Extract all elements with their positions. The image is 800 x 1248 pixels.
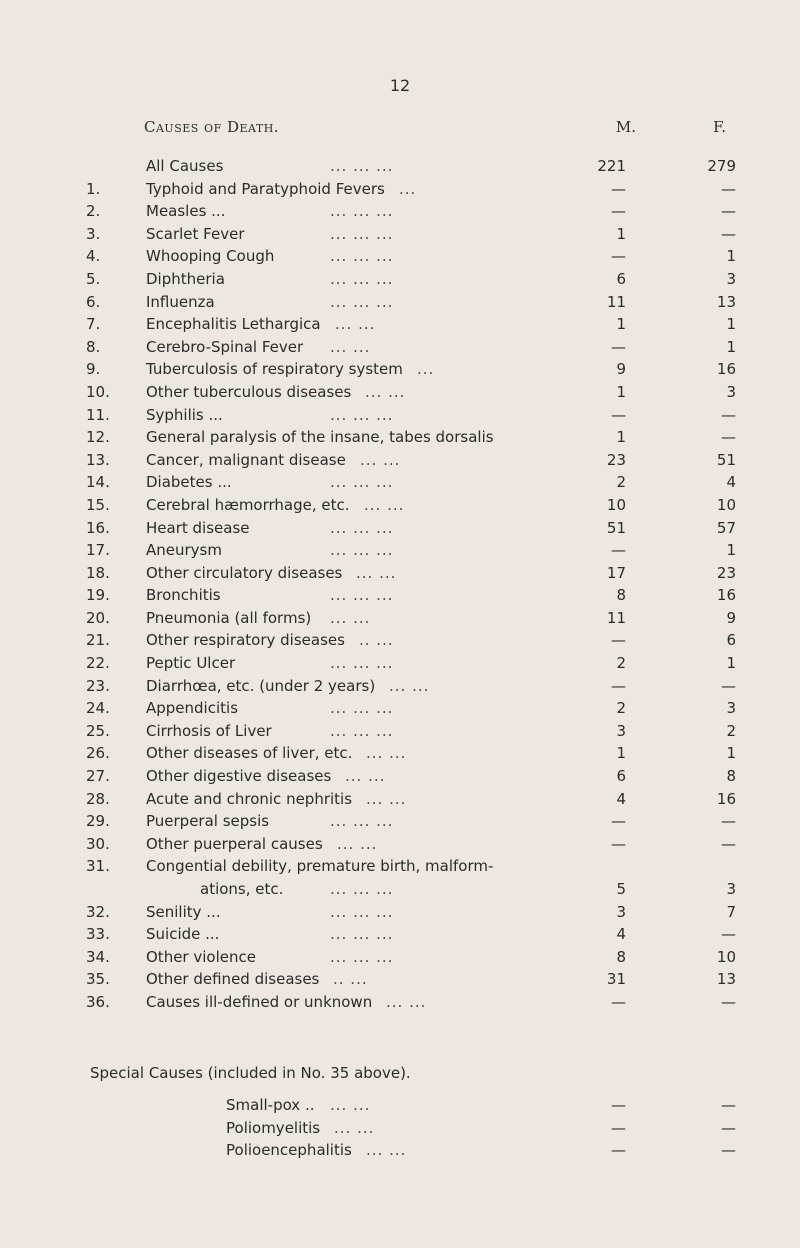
female-count: 2 [726, 721, 736, 740]
table-row [0, 383, 800, 406]
leader-dots: ... ... ... [330, 518, 394, 537]
row-number: 7. [86, 315, 101, 334]
leader-dots: ... ... ... [330, 541, 394, 560]
page-number: 12 [389, 76, 411, 95]
leader-dots: ... ... [386, 992, 427, 1011]
table-row [0, 451, 800, 474]
leader-dots: ... ... [330, 608, 371, 627]
cause-label: Other diseases of liver, etc. [146, 744, 353, 763]
row-number: 30. [86, 834, 110, 853]
cause-label: Cirrhosis of Liver [146, 721, 272, 740]
table-row [0, 609, 800, 632]
female-count: 51 [716, 450, 736, 469]
row-number: 24. [86, 699, 110, 718]
cause-label: Cerebro-Spinal Fever [146, 337, 304, 356]
cause-label: Typhoid and Paratyphoid Fevers [146, 179, 385, 198]
female-count: 1 [726, 744, 736, 763]
female-count: 57 [716, 518, 736, 537]
male-count: 4 [616, 789, 626, 808]
male-count: 11 [606, 608, 626, 627]
table-row [0, 406, 800, 429]
table-row [0, 654, 800, 677]
row-number: 9. [86, 360, 101, 379]
male-count: 1 [616, 315, 626, 334]
row-number: 11. [86, 405, 110, 424]
male-count: — [611, 247, 626, 266]
row-number: 4. [86, 247, 101, 266]
cause-label: Syphilis ... [146, 405, 223, 424]
female-count: — [721, 202, 736, 221]
female-count: 10 [716, 495, 736, 514]
row-number: 27. [86, 767, 110, 786]
leader-dots: ... ... ... [330, 473, 394, 492]
male-count: 221 [597, 157, 626, 175]
leader-dots: ... ... ... [330, 157, 394, 175]
cause-label: Cancer, malignant disease [146, 450, 346, 469]
male-count: 4 [616, 925, 626, 944]
male-count: — [611, 834, 626, 853]
leader-dots: ... ... ... [330, 721, 394, 740]
cause-label: Suicide ... [146, 925, 220, 944]
table-row [0, 744, 800, 767]
cause-label: Other defined diseases [146, 970, 320, 989]
leader-dots: ... ... [366, 1141, 407, 1160]
leader-dots: ... ... ... [330, 699, 394, 718]
row-number: 16. [86, 518, 110, 537]
female-count: 6 [726, 631, 736, 650]
table-row [0, 225, 800, 248]
leader-dots: ... ... [360, 450, 401, 469]
male-count: — [611, 1096, 626, 1114]
male-count: 9 [616, 360, 626, 379]
female-count: 1 [726, 247, 736, 266]
male-count: 10 [606, 495, 626, 514]
female-count: — [721, 676, 736, 695]
female-count: 3 [726, 699, 736, 718]
row-number: 33. [86, 925, 110, 944]
leader-dots: ... ... ... [330, 586, 394, 605]
row-number: 5. [86, 269, 101, 288]
cause-label: Pneumonia (all forms) [146, 608, 312, 627]
row-number: 19. [86, 586, 110, 605]
causes-table [0, 157, 800, 1016]
table-row [0, 428, 800, 451]
cause-label: Causes ill-defined or unknown [146, 992, 373, 1011]
cause-label: ations, etc. [200, 880, 284, 898]
female-count: 10 [716, 947, 736, 966]
row-number: 17. [86, 541, 110, 560]
male-count: — [611, 1118, 626, 1137]
cause-label: Congential debility, premature birth, malform- [146, 857, 494, 876]
female-count: 16 [716, 360, 736, 379]
leader-dots: ... ... ... [330, 405, 394, 424]
leader-dots: ... ... ... [330, 925, 394, 944]
leader-dots: ... ... [330, 337, 371, 356]
row-number: 6. [86, 292, 101, 311]
row-number: 29. [86, 812, 110, 831]
female-count: 1 [726, 654, 736, 673]
female-count: 16 [716, 586, 736, 605]
cause-label: Tuberculosis of respiratory system [146, 360, 403, 379]
table-row [0, 970, 800, 993]
female-count: — [721, 1118, 736, 1137]
table-row [0, 1096, 800, 1119]
row-number: 31. [86, 857, 110, 876]
table-row [0, 180, 800, 203]
male-count: — [611, 1141, 626, 1160]
table-row [0, 586, 800, 609]
table-row [0, 903, 800, 926]
male-count: — [611, 337, 626, 356]
table-row [0, 631, 800, 654]
row-number: 26. [86, 744, 110, 763]
cause-label: Puerperal sepsis [146, 812, 270, 831]
male-count: 6 [616, 269, 626, 288]
cause-label: Influenza [146, 292, 215, 311]
leader-dots: ... ... [335, 315, 376, 334]
male-count: 3 [616, 721, 626, 740]
male-count: 8 [616, 947, 626, 966]
cause-label: Heart disease [146, 518, 250, 537]
cause-label: Diabetes ... [146, 473, 232, 492]
table-row [0, 293, 800, 316]
row-number: 20. [86, 608, 110, 627]
male-count: 8 [616, 586, 626, 605]
male-count: — [611, 405, 626, 424]
cause-label: Cerebral hæmorrhage, etc. [146, 495, 350, 514]
male-count: 51 [606, 518, 626, 537]
table-row [0, 360, 800, 383]
column-header-male: M. [615, 118, 636, 136]
row-number: 23. [86, 676, 110, 695]
cause-label: Bronchitis [146, 586, 221, 605]
male-count: 17 [606, 563, 626, 582]
leader-dots: ... [399, 179, 417, 198]
row-number: 3. [86, 224, 101, 243]
table-row [0, 1119, 800, 1142]
table-row [0, 812, 800, 835]
cause-label: Diarrhœa, etc. (under 2 years) [146, 676, 376, 695]
leader-dots: ... [417, 360, 435, 379]
leader-dots: ... ... [334, 1118, 375, 1137]
female-count: — [721, 812, 736, 831]
table-row [0, 925, 800, 948]
leader-dots: ... ... [337, 834, 378, 853]
leader-dots: ... ... ... [330, 654, 394, 673]
cause-label: Senility ... [146, 902, 221, 921]
cause-label: Other tuberculous diseases [146, 382, 352, 401]
row-number: 28. [86, 789, 110, 808]
leader-dots: ... ... ... [330, 247, 394, 266]
leader-dots: ... ... [366, 789, 407, 808]
table-row [0, 767, 800, 790]
leader-dots: ... ... ... [330, 880, 394, 898]
leader-dots: ... ... ... [330, 947, 394, 966]
table-row [0, 993, 800, 1016]
cause-label: Acute and chronic nephritis [146, 789, 353, 808]
female-count: 8 [726, 767, 736, 786]
cause-label: Aneurysm [146, 541, 222, 560]
row-number: 13. [86, 450, 110, 469]
female-count: 1 [726, 541, 736, 560]
male-count: 31 [606, 970, 626, 989]
female-count: 279 [707, 157, 736, 175]
row-number: 22. [86, 654, 110, 673]
row-number: 21. [86, 631, 110, 650]
male-count: 1 [616, 428, 626, 447]
male-count: 3 [616, 902, 626, 921]
row-number: 34. [86, 947, 110, 966]
row-number: 14. [86, 473, 110, 492]
table-row [0, 564, 800, 587]
leader-dots: ... ... ... [330, 224, 394, 243]
column-header-female: F. [713, 118, 726, 136]
table-row [0, 1141, 800, 1164]
leader-dots: ... ... ... [330, 202, 394, 221]
female-count: — [721, 925, 736, 944]
table-title: Causes of Death. [144, 118, 280, 136]
cause-label: Whooping Cough [146, 247, 275, 266]
male-count: — [611, 541, 626, 560]
table-row [0, 835, 800, 858]
female-count: — [721, 428, 736, 447]
male-count: 23 [606, 450, 626, 469]
table-row [0, 677, 800, 700]
male-count: 2 [616, 699, 626, 718]
table-header [0, 118, 800, 140]
table-row [0, 948, 800, 971]
male-count: 6 [616, 767, 626, 786]
male-count: — [611, 676, 626, 695]
cause-label: Poliomyelitis [226, 1118, 321, 1137]
female-count: 9 [726, 608, 736, 627]
leader-dots: ... ... ... [330, 292, 394, 311]
cause-label: Small-pox .. [226, 1096, 315, 1114]
special-causes-table [0, 1096, 800, 1164]
female-count: — [721, 1096, 736, 1114]
table-row [0, 473, 800, 496]
cause-label: All Causes [146, 157, 224, 175]
male-count: — [611, 992, 626, 1011]
table-row [0, 496, 800, 519]
female-count: 1 [726, 315, 736, 334]
male-count: 11 [606, 292, 626, 311]
row-number: 32. [86, 902, 110, 921]
leader-dots: ... ... [365, 382, 406, 401]
row-number: 36. [86, 992, 110, 1011]
table-row [0, 270, 800, 293]
cause-label: General paralysis of the insane, tabes dorsalis [146, 428, 494, 447]
table-row [0, 541, 800, 564]
cause-label: Other puerperal causes [146, 834, 323, 853]
row-number: 1. [86, 179, 101, 198]
female-count: — [721, 992, 736, 1011]
female-count: 3 [726, 880, 736, 898]
male-count: 1 [616, 382, 626, 401]
male-count: — [611, 179, 626, 198]
leader-dots: ... ... [366, 744, 407, 763]
row-number: 2. [86, 202, 101, 221]
leader-dots: ... ... ... [330, 812, 394, 831]
cause-label: Diphtheria [146, 269, 225, 288]
cause-label: Polioencephalitis [226, 1141, 352, 1160]
leader-dots: ... ... [356, 563, 397, 582]
cause-label: Appendicitis [146, 699, 239, 718]
row-number: 15. [86, 495, 110, 514]
leader-dots: ... ... [345, 767, 386, 786]
row-number: 8. [86, 337, 101, 356]
female-count: 4 [726, 473, 736, 492]
table-row [0, 247, 800, 270]
leader-dots: ... ... ... [330, 902, 394, 921]
special-causes-heading: Special Causes (included in No. 35 above). [90, 1064, 411, 1082]
female-count: — [721, 224, 736, 243]
cause-label: Peptic Ulcer [146, 654, 236, 673]
female-count: — [721, 834, 736, 853]
female-count: 1 [726, 337, 736, 356]
cause-label: Other circulatory diseases [146, 563, 343, 582]
male-count: 1 [616, 224, 626, 243]
table-row [0, 880, 800, 903]
male-count: 5 [616, 880, 626, 898]
male-count: — [611, 202, 626, 221]
row-number: 35. [86, 970, 110, 989]
male-count: 1 [616, 744, 626, 763]
table-row [0, 338, 800, 361]
table-row [0, 699, 800, 722]
female-count: 3 [726, 382, 736, 401]
female-count: — [721, 405, 736, 424]
female-count: — [721, 1141, 736, 1160]
table-row [0, 202, 800, 225]
table-row [0, 519, 800, 542]
table-row [0, 857, 800, 880]
male-count: 2 [616, 473, 626, 492]
cause-label: Encephalitis Lethargica [146, 315, 321, 334]
cause-label: Measles ... [146, 202, 226, 221]
row-number: 25. [86, 721, 110, 740]
cause-label: Other digestive diseases [146, 767, 332, 786]
leader-dots: ... ... [364, 495, 405, 514]
row-number: 12. [86, 428, 110, 447]
table-row [0, 790, 800, 813]
female-count: 16 [716, 789, 736, 808]
leader-dots: ... ... [330, 1096, 371, 1114]
cause-label: Other respiratory diseases [146, 631, 345, 650]
female-count: 13 [716, 970, 736, 989]
female-count: 23 [716, 563, 736, 582]
female-count: 13 [716, 292, 736, 311]
male-count: — [611, 812, 626, 831]
table-row [0, 722, 800, 745]
row-number: 18. [86, 563, 110, 582]
female-count: — [721, 179, 736, 198]
male-count: 2 [616, 654, 626, 673]
leader-dots: ... ... [389, 676, 430, 695]
leader-dots: ... ... ... [330, 269, 394, 288]
cause-label: Scarlet Fever [146, 224, 245, 243]
table-row [0, 157, 800, 180]
table-row [0, 315, 800, 338]
leader-dots: .. ... [359, 631, 394, 650]
cause-label: Other violence [146, 947, 256, 966]
leader-dots: .. ... [333, 970, 368, 989]
row-number: 10. [86, 382, 110, 401]
female-count: 7 [726, 902, 736, 921]
female-count: 3 [726, 269, 736, 288]
male-count: — [611, 631, 626, 650]
